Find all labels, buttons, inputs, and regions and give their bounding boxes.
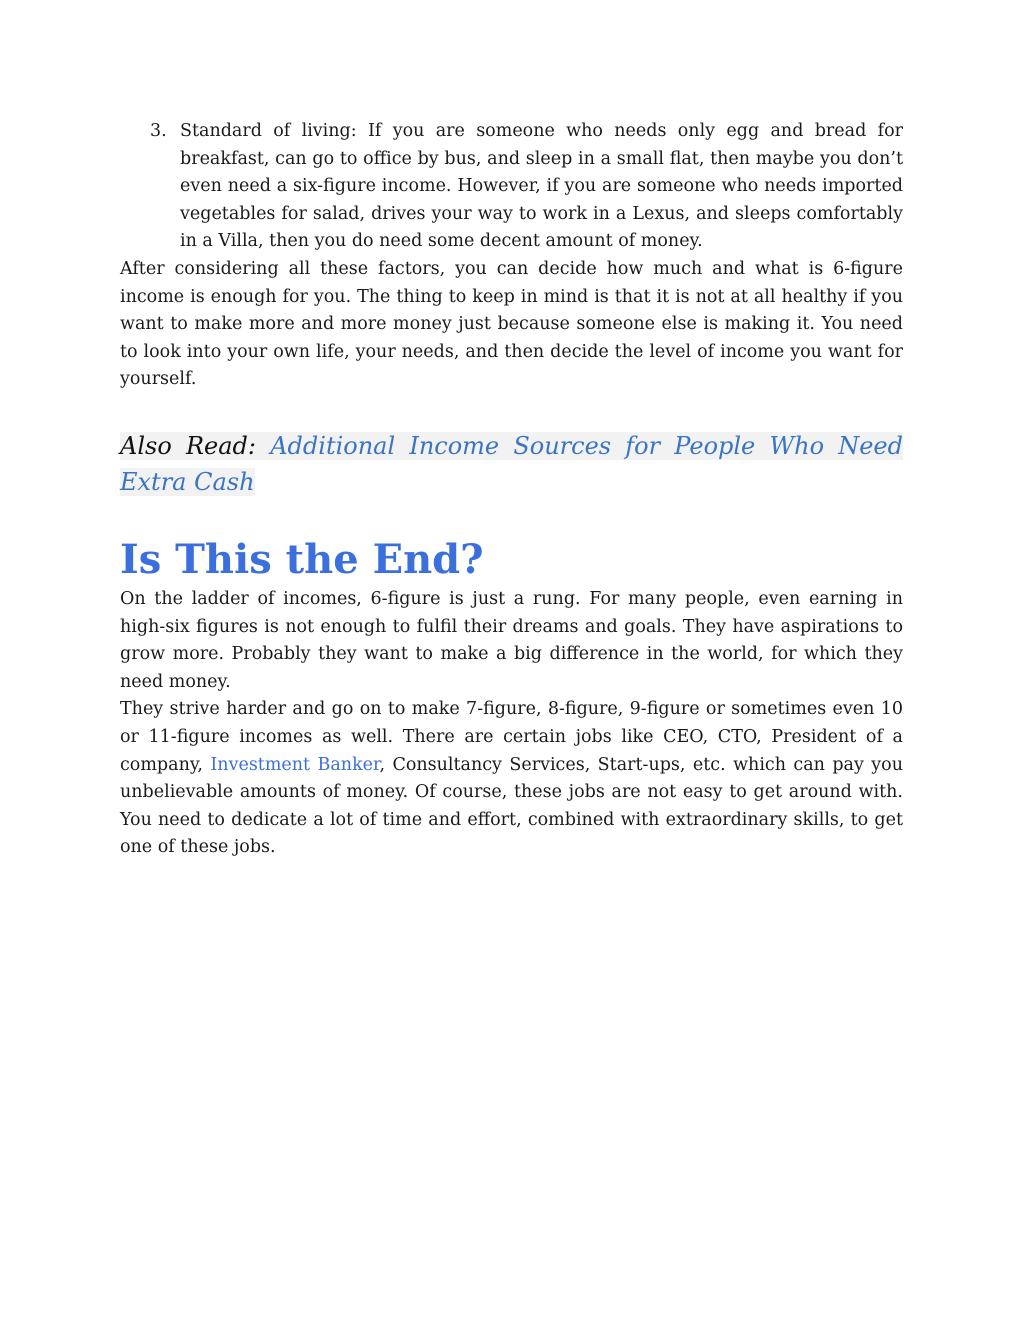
list-number: 3. xyxy=(150,121,167,141)
section-heading: Is This the End? xyxy=(120,535,484,583)
paragraph-strive-text-before: They strive harder and go on to make 7-figure, 8-figure, 9-figure or sometimes even 10 or 11-figure incomes as well. There are certain jobs like CEO, CTO, President of a company, xyxy=(120,699,903,775)
list-item-standard-of-living xyxy=(120,118,903,256)
also-read-link[interactable]: Additional Income Sources for People Who Need Extra Cash xyxy=(120,431,903,496)
investment-banker-link[interactable]: Investment Banker xyxy=(210,754,380,775)
paragraph-ladder: On the ladder of incomes, 6-figure is just a rung. For many people, even earning in high-six figures is not enough to fulfil their dreams and goals. They have aspirations to grow more. Probably they want to make a big difference in the world, for which they need money. xyxy=(120,588,903,692)
paragraph-strive xyxy=(120,696,903,862)
list-item-text: Standard of living: If you are someone who needs only egg and bread for breakfast, can go to office by bus, and sleep in a small flat, then maybe you don’t even need a six-figure income. However, if you are someone who needs imported vegetables for salad, drives your way to work in a Lexus, and sleeps comfortably in a Villa, then you do need some decent amount of money. xyxy=(180,121,903,252)
also-read-label: Also Read: xyxy=(120,431,256,460)
paragraph-after-factors: After considering all these factors, you can decide how much and what is 6-figure income is enough for you. The thing to keep in mind is that it is not at all healthy if you want to make more and more money just because someone else is making it. You need to look into your own life, your needs, and then decide the level of income you want for yourself. xyxy=(120,258,903,390)
paragraph-strive-text-after: , Consultancy Services, Start-ups, etc. which can pay you unbelievable amounts of money. Of course, these jobs are not easy to get around with. You need to dedicate a lot of time and effort, combined with extraordinary skills, to get one of these jobs. xyxy=(120,754,903,858)
document-page xyxy=(120,118,903,862)
also-read-callout xyxy=(120,428,903,500)
